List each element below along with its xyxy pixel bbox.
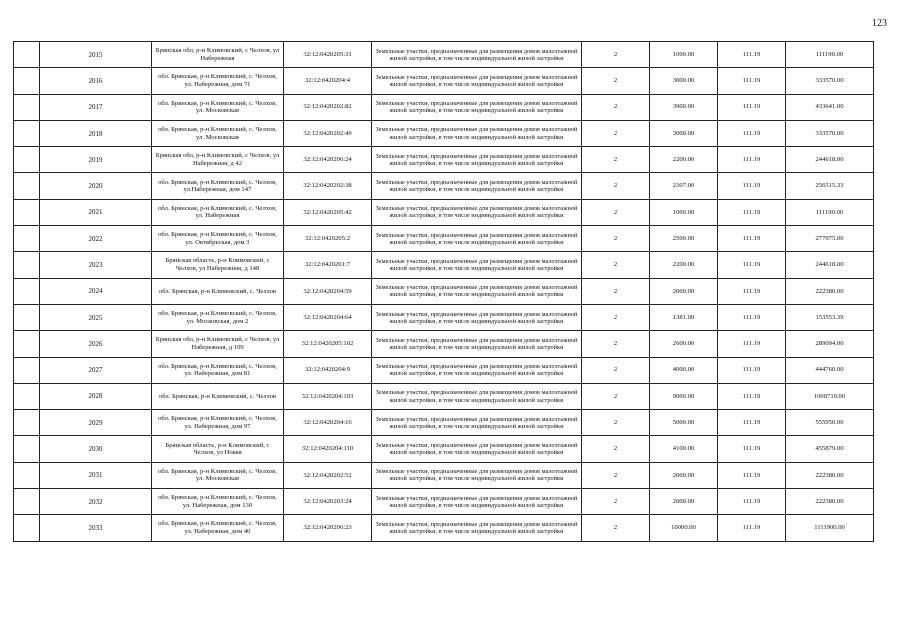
table-row — [14, 462, 874, 488]
cadastral-value-cell: 244618.00 — [786, 147, 874, 173]
rate-cell: 111.19 — [718, 515, 786, 541]
land-use-cell: Земельные участки, предназначенные для размещения домов малоэтажной жилой застройки, в том числе индивидуальной жилой застройки — [372, 304, 582, 330]
land-use-cell: Земельные участки, предназначенные для размещения домов малоэтажной жилой застройки, в том числе индивидуальной жилой застройки — [372, 252, 582, 278]
cadastral-number-cell: 32:12:0420202:49 — [284, 120, 372, 146]
address-cell: обл. Брянская, р-н Климовский, с. Челхов, ул. Набережная, дом 130 — [152, 489, 284, 515]
cadastral-number-cell: 32:12:0420201:7 — [284, 252, 372, 278]
table-row — [14, 436, 874, 462]
land-use-cell: Земельные участки, предназначенные для размещения домов малоэтажной жилой застройки, в том числе индивидуальной жилой застройки — [372, 410, 582, 436]
group-cell: 2 — [582, 331, 650, 357]
land-use-cell: Земельные участки, предназначенные для размещения домов малоэтажной жилой застройки, в том числе индивидуальной жилой застройки — [372, 489, 582, 515]
land-use-cell: Земельные участки, предназначенные для размещения домов малоэтажной жилой застройки, в том числе индивидуальной жилой застройки — [372, 42, 582, 68]
area-cell: 1381.00 — [650, 304, 718, 330]
group-cell: 2 — [582, 304, 650, 330]
cadastral-value-cell: 222380.00 — [786, 462, 874, 488]
row-number: 2028 — [40, 383, 152, 409]
area-cell: 10000.00 — [650, 515, 718, 541]
row-number: 2031 — [40, 462, 152, 488]
row-margin-cell — [14, 94, 40, 120]
row-number: 2016 — [40, 68, 152, 94]
cadastral-value-cell: 153553.39 — [786, 304, 874, 330]
area-cell: 2000.00 — [650, 462, 718, 488]
table-row — [14, 331, 874, 357]
group-cell: 2 — [582, 226, 650, 252]
row-margin-cell — [14, 331, 40, 357]
group-cell: 2 — [582, 515, 650, 541]
address-cell: обл. Брянская, р-н Климовский, с. Челхов — [152, 383, 284, 409]
rate-cell: 111.19 — [718, 199, 786, 225]
cadastral-value-cell: 1111900.00 — [786, 515, 874, 541]
land-use-cell: Земельные участки, предназначенные для размещения домов малоэтажной жилой застройки, в том числе индивидуальной жилой застройки — [372, 331, 582, 357]
land-use-cell: Земельные участки, предназначенные для размещения домов малоэтажной жилой застройки, в том числе индивидуальной жилой застройки — [372, 226, 582, 252]
rate-cell: 111.19 — [718, 252, 786, 278]
land-use-cell: Земельные участки, предназначенные для размещения домов малоэтажной жилой застройки, в том числе индивидуальной жилой застройки — [372, 199, 582, 225]
address-cell: обл. Брянская, р-н Климовский, с. Челхов, ул. Московская, дом 2 — [152, 304, 284, 330]
area-cell: 9000.00 — [650, 383, 718, 409]
land-use-cell: Земельные участки, предназначенные для размещения домов малоэтажной жилой застройки, в том числе индивидуальной жилой застройки — [372, 147, 582, 173]
cadastral-value-cell: 256515.33 — [786, 173, 874, 199]
address-cell: обл. Брянская, р-н Климовский, с. Челхов, ул. Набережная, дом 71 — [152, 68, 284, 94]
group-cell: 2 — [582, 436, 650, 462]
land-use-cell: Земельные участки, предназначенные для размещения домов малоэтажной жилой застройки, в том числе индивидуальной жилой застройки — [372, 436, 582, 462]
rate-cell: 111.19 — [718, 489, 786, 515]
address-cell: Брянская обл, р-н Климовский, с Челхов, ул Набережная — [152, 42, 284, 68]
rate-cell: 111.19 — [718, 42, 786, 68]
group-cell: 2 — [582, 462, 650, 488]
table-row — [14, 383, 874, 409]
row-margin-cell — [14, 120, 40, 146]
table-row — [14, 94, 874, 120]
cadastral-number-cell: 32:12:0420204:110 — [284, 436, 372, 462]
table-row — [14, 120, 874, 146]
cadastral-number-cell: 32:12:0420205:2 — [284, 226, 372, 252]
cadastral-number-cell: 32:12:0420204:103 — [284, 383, 372, 409]
row-number: 2018 — [40, 120, 152, 146]
cadastral-value-cell: 444760.00 — [786, 357, 874, 383]
address-cell: обл. Брянская, р-н Климовский, с. Челхов, ул. Московская — [152, 462, 284, 488]
row-number: 2015 — [40, 42, 152, 68]
cadastral-number-cell: 32:12:0420204:16 — [284, 410, 372, 436]
group-cell: 2 — [582, 278, 650, 304]
page-number: 123 — [872, 18, 887, 29]
cadastral-value-cell: 222380.00 — [786, 278, 874, 304]
table-row — [14, 515, 874, 541]
rate-cell: 111.19 — [718, 436, 786, 462]
cadastral-value-cell: 222380.00 — [786, 489, 874, 515]
rate-cell: 111.19 — [718, 410, 786, 436]
table-row — [14, 173, 874, 199]
area-cell: 2500.00 — [650, 226, 718, 252]
cadastral-number-cell: 32:12:0420205:102 — [284, 331, 372, 357]
row-margin-cell — [14, 173, 40, 199]
group-cell: 2 — [582, 357, 650, 383]
cadastral-number-cell: 32:12:0420204:4 — [284, 68, 372, 94]
rate-cell: 111.19 — [718, 94, 786, 120]
table-row — [14, 489, 874, 515]
cadastral-value-cell: 455879.00 — [786, 436, 874, 462]
group-cell: 2 — [582, 489, 650, 515]
area-cell: 1000.00 — [650, 199, 718, 225]
cadastral-number-cell: 32:12:0420203:24 — [284, 489, 372, 515]
row-number: 2027 — [40, 357, 152, 383]
row-number: 2024 — [40, 278, 152, 304]
row-margin-cell — [14, 515, 40, 541]
cadastral-number-cell: 32:12:0420202:82 — [284, 94, 372, 120]
rate-cell: 111.19 — [718, 226, 786, 252]
row-margin-cell — [14, 278, 40, 304]
cadastral-value-cell: 1000710.00 — [786, 383, 874, 409]
row-margin-cell — [14, 252, 40, 278]
row-margin-cell — [14, 68, 40, 94]
address-cell: обл. Брянская, р-н Климовский, с. Челхов, ул. Московская — [152, 120, 284, 146]
rate-cell: 111.19 — [718, 383, 786, 409]
area-cell: 2600.00 — [650, 331, 718, 357]
area-cell: 1000.00 — [650, 42, 718, 68]
address-cell: обл. Брянская, р-н Климовский, с. Челхов — [152, 278, 284, 304]
land-use-cell: Земельные участки, предназначенные для размещения домов малоэтажной жилой застройки, в том числе индивидуальной жилой застройки — [372, 94, 582, 120]
table-row — [14, 357, 874, 383]
cadastral-value-cell: 433641.00 — [786, 94, 874, 120]
row-number: 2022 — [40, 226, 152, 252]
row-number: 2017 — [40, 94, 152, 120]
cadastral-number-cell: 32:12:0420206:24 — [284, 147, 372, 173]
land-parcels-table — [13, 41, 874, 542]
address-cell: обл. Брянская, р-н Климовский, с. Челхов, ул. Набережная — [152, 199, 284, 225]
row-number: 2019 — [40, 147, 152, 173]
row-margin-cell — [14, 199, 40, 225]
row-margin-cell — [14, 383, 40, 409]
row-margin-cell — [14, 226, 40, 252]
rate-cell: 111.19 — [718, 331, 786, 357]
area-cell: 2000.00 — [650, 278, 718, 304]
group-cell: 2 — [582, 120, 650, 146]
row-margin-cell — [14, 436, 40, 462]
rate-cell: 111.19 — [718, 357, 786, 383]
row-margin-cell — [14, 304, 40, 330]
row-number: 2021 — [40, 199, 152, 225]
land-use-cell: Земельные участки, предназначенные для размещения домов малоэтажной жилой застройки, в том числе индивидуальной жилой застройки — [372, 383, 582, 409]
cadastral-number-cell: 32:12:0420202:38 — [284, 173, 372, 199]
land-use-cell: Земельные участки, предназначенные для размещения домов малоэтажной жилой застройки, в том числе индивидуальной жилой застройки — [372, 120, 582, 146]
group-cell: 2 — [582, 68, 650, 94]
table-row — [14, 252, 874, 278]
cadastral-value-cell: 289094.00 — [786, 331, 874, 357]
table-row — [14, 147, 874, 173]
area-cell: 3000.00 — [650, 68, 718, 94]
area-cell: 2307.00 — [650, 173, 718, 199]
area-cell: 2200.00 — [650, 252, 718, 278]
table-row — [14, 304, 874, 330]
group-cell: 2 — [582, 173, 650, 199]
row-number: 2032 — [40, 489, 152, 515]
row-number: 2020 — [40, 173, 152, 199]
rate-cell: 111.19 — [718, 147, 786, 173]
row-number: 2026 — [40, 331, 152, 357]
cadastral-number-cell: 32:12:0420204:9 — [284, 357, 372, 383]
cadastral-number-cell: 32:12:0420204:59 — [284, 278, 372, 304]
address-cell: обл. Брянская, р-н Климовский, с. Челхов, ул. Октябрьская, дом 3 — [152, 226, 284, 252]
cadastral-value-cell: 111190.00 — [786, 199, 874, 225]
cadastral-value-cell: 333570.00 — [786, 120, 874, 146]
land-use-cell: Земельные участки, предназначенные для размещения домов малоэтажной жилой застройки, в том числе индивидуальной жилой застройки — [372, 173, 582, 199]
address-cell: Брянская область, р-н Климовский, с Челхов, ул Набережная, д 148 — [152, 252, 284, 278]
rate-cell: 111.19 — [718, 462, 786, 488]
cadastral-number-cell: 32:12:0420206:23 — [284, 515, 372, 541]
group-cell: 2 — [582, 410, 650, 436]
table-row — [14, 42, 874, 68]
cadastral-value-cell: 244618.00 — [786, 252, 874, 278]
area-cell: 2000.00 — [650, 489, 718, 515]
row-margin-cell — [14, 462, 40, 488]
cadastral-value-cell: 111190.00 — [786, 42, 874, 68]
group-cell: 2 — [582, 383, 650, 409]
land-use-cell: Земельные участки, предназначенные для размещения домов малоэтажной жилой застройки, в том числе индивидуальной жилой застройки — [372, 515, 582, 541]
cadastral-number-cell: 32:12:0420205:31 — [284, 42, 372, 68]
address-cell: Брянская обл, р-н Климовский, с Челхов, ул Набережная, д 109 — [152, 331, 284, 357]
rate-cell: 111.19 — [718, 304, 786, 330]
rate-cell: 111.19 — [718, 120, 786, 146]
area-cell: 3000.00 — [650, 120, 718, 146]
address-cell: Брянская обл, р-н Климовский, с Челхов, ул Набережная, д 42 — [152, 147, 284, 173]
cadastral-number-cell: 32:12:0420202:52 — [284, 462, 372, 488]
row-margin-cell — [14, 410, 40, 436]
group-cell: 2 — [582, 42, 650, 68]
group-cell: 2 — [582, 252, 650, 278]
address-cell: обл. Брянская, р-н Климовский, с. Челхов, ул. Набережная, дом 81 — [152, 357, 284, 383]
rate-cell: 111.19 — [718, 173, 786, 199]
rate-cell: 111.19 — [718, 68, 786, 94]
row-number: 2030 — [40, 436, 152, 462]
row-margin-cell — [14, 357, 40, 383]
rate-cell: 111.19 — [718, 278, 786, 304]
cadastral-value-cell: 555950.00 — [786, 410, 874, 436]
area-cell: 5000.00 — [650, 410, 718, 436]
row-margin-cell — [14, 42, 40, 68]
table-row — [14, 410, 874, 436]
cadastral-value-cell: 277975.00 — [786, 226, 874, 252]
address-cell: обл. Брянская, р-н Климовский, с. Челхов, ул. Набережная, дом 40 — [152, 515, 284, 541]
row-number: 2033 — [40, 515, 152, 541]
table-row — [14, 278, 874, 304]
table-row — [14, 68, 874, 94]
address-cell: обл. Брянская, р-н Климовский, с. Челхов, ул. Набережная, дом 97 — [152, 410, 284, 436]
address-cell: обл. Брянская, р-н Климовский, с. Челхов, ул. Московская — [152, 94, 284, 120]
group-cell: 2 — [582, 94, 650, 120]
area-cell: 4000.00 — [650, 357, 718, 383]
row-margin-cell — [14, 147, 40, 173]
address-cell: обл. Брянская, р-н Климовский, с. Челхов, ул.Набережная, дом 147 — [152, 173, 284, 199]
land-use-cell: Земельные участки, предназначенные для размещения домов малоэтажной жилой застройки, в том числе индивидуальной жилой застройки — [372, 462, 582, 488]
group-cell: 2 — [582, 147, 650, 173]
area-cell: 4100.00 — [650, 436, 718, 462]
area-cell: 2200.00 — [650, 147, 718, 173]
land-use-cell: Земельные участки, предназначенные для размещения домов малоэтажной жилой застройки, в том числе индивидуальной жилой застройки — [372, 357, 582, 383]
cadastral-number-cell: 32:12:0420205:42 — [284, 199, 372, 225]
area-cell: 3900.00 — [650, 94, 718, 120]
cadastral-value-cell: 333570.00 — [786, 68, 874, 94]
land-use-cell: Земельные участки, предназначенные для размещения домов малоэтажной жилой застройки, в том числе индивидуальной жилой застройки — [372, 278, 582, 304]
land-use-cell: Земельные участки, предназначенные для размещения домов малоэтажной жилой застройки, в том числе индивидуальной жилой застройки — [372, 68, 582, 94]
table-row — [14, 199, 874, 225]
group-cell: 2 — [582, 199, 650, 225]
row-number: 2025 — [40, 304, 152, 330]
row-margin-cell — [14, 489, 40, 515]
address-cell: Брянская область, р-н Климовский, с Челхов, ул Новая — [152, 436, 284, 462]
row-number: 2029 — [40, 410, 152, 436]
row-number: 2023 — [40, 252, 152, 278]
cadastral-number-cell: 32:12:0420204:64 — [284, 304, 372, 330]
table-row — [14, 226, 874, 252]
